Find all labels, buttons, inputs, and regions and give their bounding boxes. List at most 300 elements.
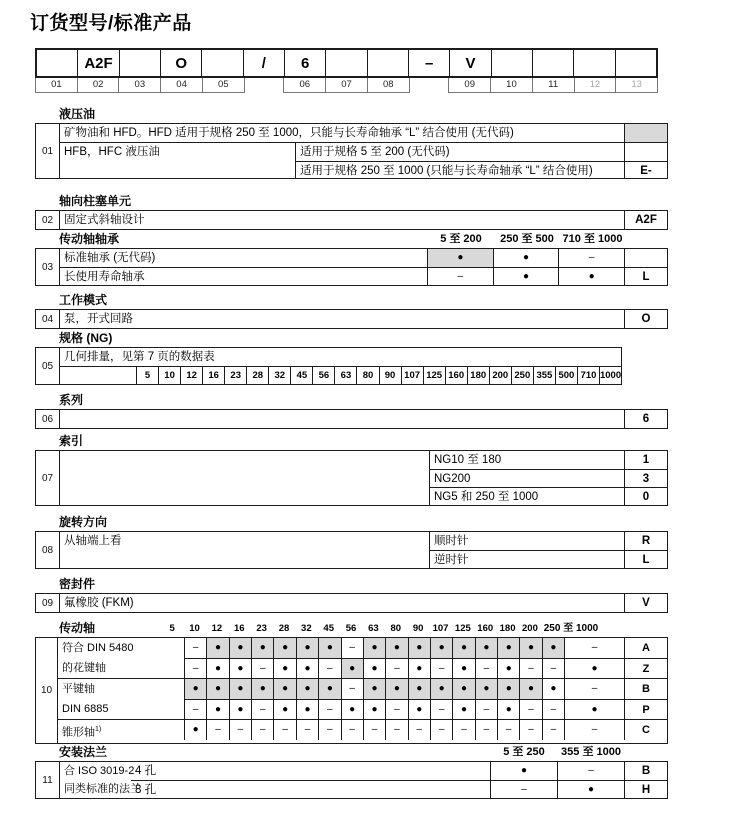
availability-dot-cell: ● xyxy=(296,659,318,678)
row-label: 矿物油和 HFD。HFD 适用于规格 250 至 1000，只能与长寿命轴承 “L” 结合使用 (无代码) xyxy=(64,127,514,139)
section-number: 08 xyxy=(36,532,60,568)
text-cell: 125 xyxy=(423,367,445,384)
table-row xyxy=(296,161,667,179)
availability-wide-cell: – xyxy=(564,720,624,740)
table-row xyxy=(184,658,667,678)
availability-dash-cell: – xyxy=(184,700,206,719)
availability-dot-cell: ● xyxy=(497,700,519,719)
row-label: 标准轴承 (无代码) xyxy=(64,252,156,264)
text-cell: 05 xyxy=(202,78,245,93)
row-label: 从轴端上看 xyxy=(64,535,122,547)
text-cell: 01 xyxy=(35,78,78,93)
availability-dot-cell: ● xyxy=(519,679,541,699)
availability-cells xyxy=(427,249,624,267)
availability-dash-cell: – xyxy=(206,720,228,740)
code-cell: Z xyxy=(624,659,667,678)
row-label: NG5 和 250 至 1000 xyxy=(434,491,539,503)
text-cell: 107 xyxy=(401,367,423,384)
availability-dash-cell: – xyxy=(427,268,493,285)
availability-dot-cell: ● xyxy=(430,679,452,699)
column-header: 355 至 1000 xyxy=(561,746,621,758)
availability-cells xyxy=(490,781,624,798)
availability-dot-cell: ● xyxy=(318,638,340,658)
text-cell xyxy=(37,50,77,76)
availability-dot-cell: ● xyxy=(427,249,493,267)
text-cell xyxy=(615,50,656,76)
text-cell: 12 xyxy=(211,623,223,634)
page-title: 订货型号/标准产品 xyxy=(30,13,192,34)
availability-dot-cell: ● xyxy=(557,781,624,798)
code-cell: H xyxy=(624,781,667,798)
availability-dot-cell: ● xyxy=(452,679,474,699)
row-label: 适用于规格 250 至 1000 (只能与长寿命轴承 “L” 结合使用) xyxy=(300,165,593,177)
section-heading: 工作模式 xyxy=(59,293,108,307)
table-row xyxy=(430,451,667,469)
availability-dash-cell: – xyxy=(558,249,624,267)
section-drive-shaft xyxy=(35,622,668,744)
code-cell: B xyxy=(624,762,667,780)
text-cell: 250 xyxy=(511,367,533,384)
text-cell: 200 xyxy=(522,623,538,634)
text-cell xyxy=(201,50,242,76)
availability-dot-cell: ● xyxy=(206,638,228,658)
section-table xyxy=(35,347,622,385)
availability-dash-cell: – xyxy=(430,659,452,678)
row-label: 顺时针 xyxy=(434,535,469,547)
availability-dot-cell: ● xyxy=(363,659,385,678)
row-label: 固定式斜轴设计 xyxy=(64,214,145,226)
table-row xyxy=(430,532,667,550)
availability-dot-cell: ● xyxy=(493,268,559,285)
text-cell: 06 xyxy=(283,78,326,93)
availability-dash-cell: – xyxy=(251,659,273,678)
table-row xyxy=(184,720,667,740)
column-header: 250 至 500 xyxy=(500,233,554,245)
availability-dot-cell: ● xyxy=(206,700,228,719)
text-cell: 80 xyxy=(356,367,378,384)
table-row xyxy=(60,594,667,612)
row-label: 4 孔 xyxy=(135,765,157,777)
availability-dot-cell: ● xyxy=(430,638,452,658)
availability-dot-cell: ● xyxy=(206,679,228,699)
availability-dot-cell: ● xyxy=(497,638,519,658)
section-heading: 旋转方向 xyxy=(59,515,108,529)
row-label: NG200 xyxy=(434,473,471,485)
table-row xyxy=(430,469,667,487)
text-cell: 710 xyxy=(577,367,599,384)
text-cell: 12 xyxy=(574,78,617,93)
availability-dash-cell: – xyxy=(519,700,541,719)
availability-dash-cell: – xyxy=(385,720,407,740)
section-index xyxy=(35,435,668,506)
availability-dot-cell: ● xyxy=(542,679,564,699)
row-label: 长使用寿命轴承 xyxy=(64,271,145,283)
section-table xyxy=(35,210,668,230)
availability-dash-cell: – xyxy=(542,659,564,678)
availability-dash-cell: – xyxy=(251,700,273,719)
table-row xyxy=(296,143,667,161)
section-heading: 传动轴轴承 xyxy=(59,232,120,246)
section-table xyxy=(35,123,668,179)
availability-cells xyxy=(490,762,624,780)
availability-dot-cell: ● xyxy=(341,700,363,719)
table-row xyxy=(60,310,667,328)
availability-dot-cell: ● xyxy=(452,638,474,658)
shaft-group-tapered xyxy=(58,719,667,743)
availability-dot-cell: ● xyxy=(341,659,363,678)
text-cell: 63 xyxy=(334,367,356,384)
section-heading: 安装法兰 xyxy=(59,745,108,759)
text-cell: 180 xyxy=(467,367,489,384)
text-cell: 09 xyxy=(448,78,491,93)
section-table xyxy=(35,531,668,569)
section-table xyxy=(35,409,668,429)
code-cell: E- xyxy=(624,162,667,179)
availability-dot-cell: ● xyxy=(273,659,295,678)
section-number: 01 xyxy=(36,124,60,178)
text-cell: 23 xyxy=(256,623,267,634)
text-cell: 180 xyxy=(499,623,516,634)
row-label: NG10 至 180 xyxy=(434,454,502,466)
section-number: 10 xyxy=(36,638,58,743)
section-operating-mode xyxy=(35,294,668,329)
text-cell: 10 xyxy=(490,78,533,93)
text-cell: – xyxy=(408,50,449,76)
availability-dash-cell: – xyxy=(184,659,206,678)
text-cell: 500 xyxy=(555,367,577,384)
code-cell xyxy=(624,249,667,267)
row-label: 逆时针 xyxy=(434,554,469,566)
availability-cells xyxy=(184,720,564,740)
row-label: 锥形轴$^{1)}$ xyxy=(62,726,102,739)
text-cell: 16 xyxy=(233,623,245,634)
row-label: 泵，开式回路 xyxy=(64,313,133,325)
availability-dash-cell: – xyxy=(430,720,452,740)
availability-dash-cell: – xyxy=(363,720,385,740)
availability-dot-cell: ● xyxy=(229,679,251,699)
table-row xyxy=(131,762,667,780)
code-cell: 6 xyxy=(624,410,667,428)
text-cell: 56 xyxy=(345,623,357,634)
availability-wide-cell: ● xyxy=(564,700,624,719)
availability-dash-cell: – xyxy=(385,700,407,719)
table-row xyxy=(184,638,667,658)
column-header: 5 至 250 xyxy=(503,746,545,758)
text-cell: 02 xyxy=(77,78,120,93)
availability-dash-cell: – xyxy=(452,720,474,740)
text-cell xyxy=(532,50,573,76)
text-cell: 10 xyxy=(158,367,180,384)
availability-dot-cell: ● xyxy=(296,638,318,658)
availability-dash-cell: – xyxy=(184,638,206,658)
section-mounting-flange xyxy=(35,746,668,799)
availability-dot-cell: ● xyxy=(363,638,385,658)
shaft-group-splined xyxy=(58,638,667,678)
table-row xyxy=(60,249,667,267)
availability-wide-cell: ● xyxy=(564,659,624,678)
table-row xyxy=(60,366,621,384)
availability-dot-cell: ● xyxy=(519,638,541,658)
section-shaft-bearing xyxy=(35,233,668,286)
code-cell: P xyxy=(624,700,667,719)
availability-dash-cell: – xyxy=(385,659,407,678)
availability-wide-cell: – xyxy=(564,638,624,658)
availability-dot-cell: ● xyxy=(475,679,497,699)
row-label: HFB，HFC 液压油 xyxy=(60,143,296,178)
text-cell: 12 xyxy=(180,367,202,384)
code-cell xyxy=(624,124,667,142)
code-cell xyxy=(624,143,667,161)
section-heading: 传动轴 xyxy=(59,621,96,635)
availability-dash-cell: – xyxy=(318,720,340,740)
text-cell: 107 xyxy=(432,623,449,634)
text-cell: 355 xyxy=(533,367,555,384)
availability-dash-cell: – xyxy=(519,659,541,678)
code-numbers-row xyxy=(35,78,658,93)
text-cell: 160 xyxy=(445,367,467,384)
empty-label-cell xyxy=(60,451,429,505)
code-cells-row xyxy=(35,48,658,78)
text-cell xyxy=(244,78,285,93)
text-cell: A2F xyxy=(77,50,118,76)
text-cell: 03 xyxy=(118,78,161,93)
section-size-ng xyxy=(35,332,622,385)
code-cell: C xyxy=(624,720,667,740)
text-cell: 90 xyxy=(412,623,424,634)
section-heading: 系列 xyxy=(59,393,84,407)
section-rotation-direction xyxy=(35,516,668,569)
column-header: 5 至 200 xyxy=(440,233,482,245)
text-cell: 07 xyxy=(325,78,368,93)
availability-dot-cell: ● xyxy=(251,638,273,658)
availability-dash-cell: – xyxy=(341,720,363,740)
section-axial-piston-unit xyxy=(35,195,668,230)
availability-dash-cell: – xyxy=(430,700,452,719)
text-cell: 45 xyxy=(290,367,312,384)
text-cell: O xyxy=(160,50,201,76)
availability-dot-cell: ● xyxy=(542,638,564,658)
row-label: 适用于规格 5 至 200 (无代码) xyxy=(300,146,450,158)
availability-dot-cell: ● xyxy=(363,679,385,699)
availability-dot-cell: ● xyxy=(296,679,318,699)
availability-dot-cell: ● xyxy=(408,659,430,678)
size-column-headers xyxy=(161,622,541,635)
availability-dot-cell: ● xyxy=(273,700,295,719)
row-label: 平键轴 DIN 6885 xyxy=(62,683,109,715)
text-cell xyxy=(573,50,614,76)
availability-dot-cell: ● xyxy=(475,638,497,658)
text-cell: / xyxy=(243,50,284,76)
text-cell: 32 xyxy=(301,623,312,634)
availability-dot-cell: ● xyxy=(385,638,407,658)
availability-dot-cell: ● xyxy=(490,762,557,780)
availability-dot-cell: ● xyxy=(229,638,251,658)
code-cell: 3 xyxy=(624,470,667,487)
ordering-code-bar xyxy=(35,48,658,93)
availability-dash-cell: – xyxy=(542,700,564,719)
availability-dot-cell: ● xyxy=(229,659,251,678)
section-number: 05 xyxy=(36,348,60,384)
availability-dot-cell: ● xyxy=(251,679,273,699)
availability-dot-cell: ● xyxy=(408,700,430,719)
code-cell: L xyxy=(624,551,667,568)
empty-label-cell xyxy=(60,367,136,384)
availability-dash-cell: – xyxy=(341,638,363,658)
section-series xyxy=(35,394,668,429)
section-heading: 液压油 xyxy=(59,107,96,121)
table-row xyxy=(60,410,667,428)
section-table xyxy=(35,761,668,799)
row-label: 氟橡胶 (FKM) xyxy=(64,597,134,609)
availability-dash-cell: – xyxy=(318,700,340,719)
text-cell xyxy=(325,50,366,76)
availability-dash-cell: – xyxy=(519,720,541,740)
availability-dot-cell: ● xyxy=(385,679,407,699)
availability-wide-cell: – xyxy=(564,679,624,699)
text-cell: V xyxy=(449,50,490,76)
text-cell: 200 xyxy=(489,367,511,384)
text-cell: 23 xyxy=(224,367,246,384)
availability-dash-cell: – xyxy=(251,720,273,740)
availability-dash-cell: – xyxy=(408,720,430,740)
section-number: 02 xyxy=(36,211,60,229)
availability-dot-cell: ● xyxy=(229,700,251,719)
footnote-marker: 1) xyxy=(95,726,102,733)
text-cell: 28 xyxy=(278,623,290,634)
availability-dash-cell: – xyxy=(341,679,363,699)
text-cell: 04 xyxy=(160,78,203,93)
row-label: 几何排量，见第 7 页的数据表 xyxy=(64,351,215,363)
availability-dot-cell: ● xyxy=(184,720,206,740)
code-cell: A xyxy=(624,638,667,658)
availability-cells xyxy=(184,659,564,678)
section-number: 04 xyxy=(36,310,60,328)
availability-cells xyxy=(184,700,564,719)
size-cells xyxy=(136,367,621,384)
text-cell: 80 xyxy=(390,623,402,634)
section-number: 07 xyxy=(36,451,60,505)
section-number: 03 xyxy=(36,249,60,285)
column-header: 250 至 1000 xyxy=(543,623,599,634)
availability-dot-cell: ● xyxy=(408,638,430,658)
text-cell: 32 xyxy=(268,367,290,384)
availability-dot-cell: ● xyxy=(273,638,295,658)
table-row xyxy=(430,487,667,505)
availability-dot-cell: ● xyxy=(273,679,295,699)
text-cell: 56 xyxy=(312,367,334,384)
availability-dot-cell: ● xyxy=(497,659,519,678)
text-cell: 160 xyxy=(477,623,494,634)
code-cell: A2F xyxy=(624,211,667,229)
text-cell: 125 xyxy=(454,623,471,634)
availability-cells xyxy=(184,679,564,699)
section-table xyxy=(35,637,668,744)
availability-dash-cell: – xyxy=(497,720,519,740)
availability-dot-cell: ● xyxy=(363,700,385,719)
text-cell xyxy=(409,78,450,93)
text-cell: 45 xyxy=(323,623,334,634)
availability-dot-cell: ● xyxy=(184,679,206,699)
availability-dot-cell: ● xyxy=(452,659,474,678)
section-heading: 规格 (NG) xyxy=(59,331,113,345)
table-row xyxy=(184,699,667,719)
availability-dot-cell: ● xyxy=(296,700,318,719)
section-number: 06 xyxy=(36,410,60,428)
text-cell: 1000 xyxy=(599,367,621,384)
text-cell: 5 xyxy=(136,367,158,384)
text-cell xyxy=(119,50,160,76)
availability-dot-cell: ● xyxy=(497,679,519,699)
section-heading: 密封件 xyxy=(59,577,96,591)
text-cell: 63 xyxy=(368,623,379,634)
text-cell: 13 xyxy=(615,78,658,93)
text-cell: 6 xyxy=(284,50,325,76)
text-cell: 90 xyxy=(379,367,401,384)
section-number: 09 xyxy=(36,594,60,612)
table-row xyxy=(60,267,667,285)
code-cell: V xyxy=(624,594,667,612)
table-row xyxy=(60,211,667,229)
availability-dash-cell: – xyxy=(273,720,295,740)
availability-dash-cell: – xyxy=(557,762,624,780)
availability-dot-cell: ● xyxy=(558,268,624,285)
availability-dot-cell: ● xyxy=(206,659,228,678)
table-row xyxy=(131,780,667,798)
text-cell: 08 xyxy=(367,78,410,93)
availability-dash-cell: – xyxy=(318,659,340,678)
availability-dot-cell: ● xyxy=(493,249,559,267)
table-row xyxy=(60,124,667,142)
section-heading: 索引 xyxy=(59,434,84,448)
code-cell: L xyxy=(624,268,667,285)
section-number: 11 xyxy=(36,762,60,798)
availability-dot-cell: ● xyxy=(408,679,430,699)
section-table xyxy=(35,248,668,286)
availability-dash-cell: – xyxy=(475,659,497,678)
text-cell: 16 xyxy=(202,367,224,384)
availability-dot-cell: ● xyxy=(452,700,474,719)
availability-dash-cell: – xyxy=(229,720,251,740)
row-label: 8 孔 xyxy=(135,784,157,796)
text-cell: 10 xyxy=(189,623,200,634)
code-cell: B xyxy=(624,679,667,699)
section-seals xyxy=(35,578,668,613)
row-label: 符合 DIN 5480 的花键轴 xyxy=(62,642,134,674)
shaft-group-parallel-key xyxy=(58,678,667,719)
column-header: 710 至 1000 xyxy=(562,233,623,245)
availability-cells xyxy=(427,268,624,285)
availability-dash-cell: – xyxy=(490,781,557,798)
code-cell: R xyxy=(624,532,667,550)
text-cell: 28 xyxy=(246,367,268,384)
section-heading: 轴向柱塞单元 xyxy=(59,194,132,208)
text-cell xyxy=(367,50,408,76)
section-hydraulic-fluid xyxy=(35,108,668,179)
code-cell: 0 xyxy=(624,488,667,505)
code-cell: 1 xyxy=(624,451,667,469)
text-cell: 11 xyxy=(532,78,575,93)
availability-dash-cell: – xyxy=(296,720,318,740)
availability-dot-cell: ● xyxy=(318,679,340,699)
row-label: 合 ISO 3019-2 同类标准的法兰 xyxy=(64,765,141,795)
section-table xyxy=(35,450,668,506)
section-table xyxy=(35,309,668,329)
table-row xyxy=(60,348,621,366)
availability-dash-cell: – xyxy=(542,720,564,740)
availability-dash-cell: – xyxy=(475,720,497,740)
table-row xyxy=(184,679,667,699)
code-cell: O xyxy=(624,310,667,328)
